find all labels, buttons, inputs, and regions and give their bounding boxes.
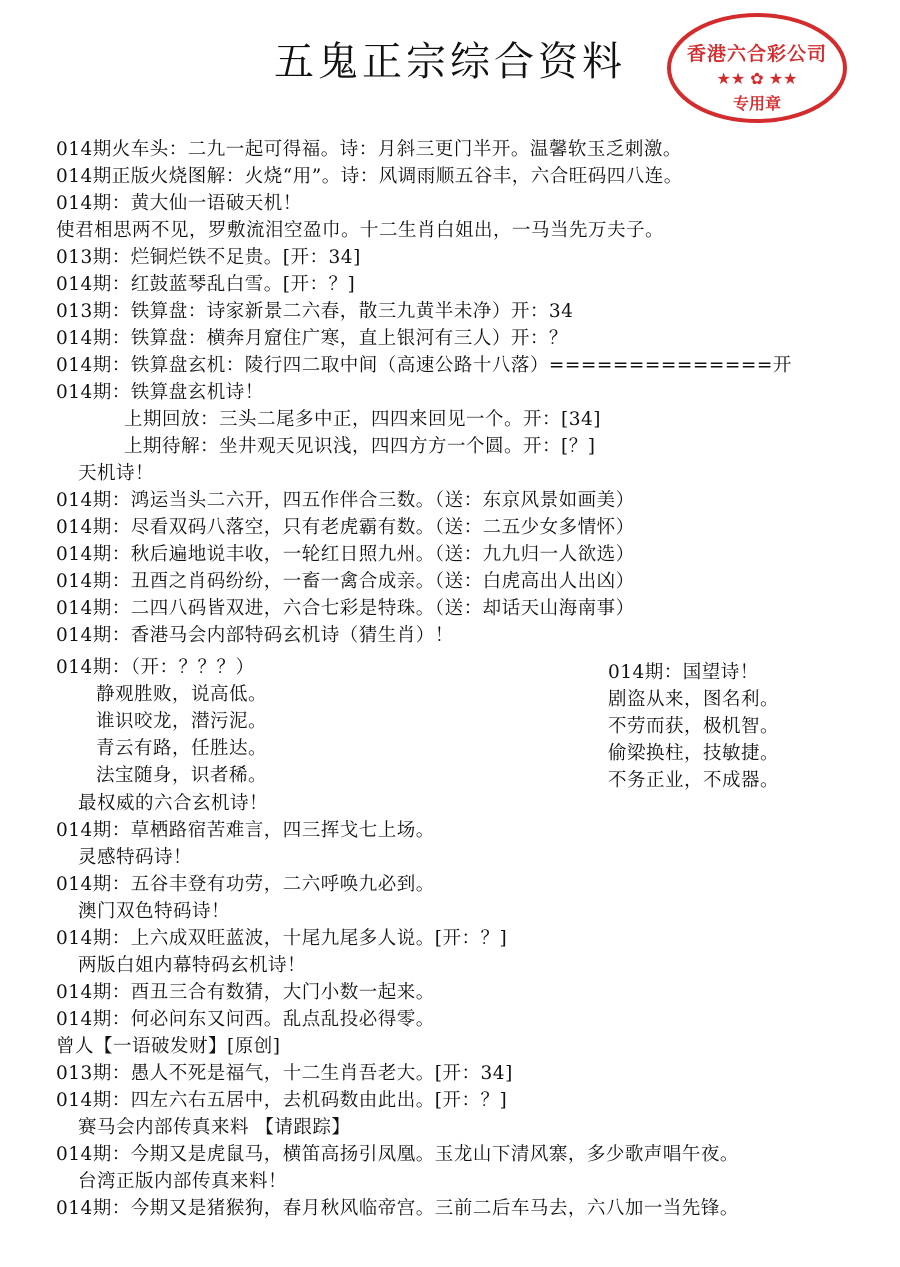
text-line: 上期待解：坐井观天见识浅，四四方方一个圆。开：[？] <box>124 436 596 457</box>
section-heading: 台湾正版内部传真来料！ <box>78 1171 288 1192</box>
poem-line: 静观胜败，说高低。 <box>96 684 268 705</box>
right-poem-title: 014期：国望诗！ <box>608 662 759 683</box>
page-title: 五鬼正宗综合资料 <box>274 39 626 85</box>
text-line: 014期：五谷丰登有功劳，二六呼唤九必到。 <box>56 874 435 895</box>
section-heading: 最权威的六合玄机诗！ <box>78 793 269 814</box>
text-line: 014期：黄大仙一语破天机！ <box>56 193 302 214</box>
text-line: 014期：四左六右五居中，去机码数由此出。[开：？] <box>56 1090 508 1111</box>
text-line: 013期：铁算盘：诗家新景二六春，散三九黄半未净）开：34 <box>56 301 574 322</box>
text-line: 014期：今期又是虎鼠马，横笛高扬引凤凰。玉龙山下清风寨，多少歌声唱午夜。 <box>56 1144 739 1165</box>
section-heading: 赛马会内部传真来料 【请跟踪】 <box>78 1117 351 1138</box>
text-line: 使君相思两不见，罗敷流泪空盈巾。十二生肖白姐出，一马当先万夫子。 <box>56 220 665 241</box>
text-line: 014期：上六成双旺蓝波，十尾九尾多人说。[开：？] <box>56 928 508 949</box>
poem-line: 法宝随身，识者稀。 <box>96 765 268 786</box>
poem-line: 谁识咬龙，潜污泥。 <box>96 711 268 732</box>
text-line: 014期：今期又是猪猴狗，春月秋风临帝宫。三前二后车马去，六八加一当先锋。 <box>56 1198 739 1219</box>
right-poem-line: 不劳而获，极机智。 <box>608 716 780 737</box>
right-poem-line: 不务正业，不成器。 <box>608 770 780 791</box>
text-line: 014期：草栖路宿苦难言，四三挥戈七上场。 <box>56 820 435 841</box>
text-line: 014期：秋后遍地说丰收，一轮红日照九州。（送：九九归一人欲选） <box>56 544 635 565</box>
text-line: 013期：愚人不死是福气，十二生肖吾老大。[开：34] <box>56 1063 513 1084</box>
text-line: 014期正版火烧图解：火烧“用”。诗：风调雨顺五谷丰，六合旺码四八连。 <box>56 166 683 187</box>
section-heading: 曾人【一语破发财】[原创] <box>56 1036 281 1057</box>
section-heading: 天机诗！ <box>78 463 155 484</box>
section-heading: 两版白姐内幕特码玄机诗！ <box>78 955 307 976</box>
text-line: 014期：铁算盘：横奔月窟住广寒，直上银河有三人）开：？ <box>56 328 568 349</box>
text-line: 014期：二四八码皆双进，六合七彩是特珠。（送：却话天山海南事） <box>56 598 635 619</box>
text-line: 014期：酉丑三合有数猜，大门小数一起来。 <box>56 982 435 1003</box>
text-line: 014期：鸿运当头二六开，四五作伴合三数。（送：东京风景如画美） <box>56 490 635 511</box>
text-line: 014期火车头：二九一起可得福。诗：月斜三更门半开。温馨软玉乏刺激。 <box>56 139 682 160</box>
text-line: 013期：烂铜烂铁不足贵。[开：34] <box>56 247 361 268</box>
section-heading: 灵感特码诗！ <box>78 847 193 868</box>
text-line: 014期：尽看双码八落空，只有老虎霸有数。（送：二五少女多情怀） <box>56 517 635 538</box>
text-line: 014期：丑酉之肖码纷纷，一畜一禽合成亲。（送：白虎高出人出凶） <box>56 571 635 592</box>
right-poem-line: 偷梁换柱，技敏捷。 <box>608 743 780 764</box>
text-line: 014期：铁算盘玄机诗！ <box>56 382 264 403</box>
section-heading: 澳门双色特码诗！ <box>78 901 231 922</box>
poem-line: 青云有路，任胜达。 <box>96 738 268 759</box>
svg-text:香港六合彩公司: 香港六合彩公司 <box>686 43 828 65</box>
text-line: 014期：红鼓蓝琴乱白雪。[开：？] <box>56 274 356 295</box>
company-seal-stamp <box>666 12 848 124</box>
text-line: 014期：何必问东又问西。乱点乱投必得零。 <box>56 1009 435 1030</box>
text-line: 014期：铁算盘玄机：陵行四二取中间（高速公路十八落）==============开 <box>56 355 792 376</box>
text-line: 014期：（开：？？？） <box>56 657 255 678</box>
right-poem-line: 剧盗从来，图名利。 <box>608 689 780 710</box>
svg-text:★★ ✿ ★★: ★★ ✿ ★★ <box>716 69 798 88</box>
text-line: 上期回放：三头二尾多中正，四四来回见一个。开：[34] <box>124 409 601 430</box>
text-line: 014期：香港马会内部特码玄机诗（猜生肖）！ <box>56 625 454 646</box>
svg-text:专用章: 专用章 <box>732 94 782 113</box>
